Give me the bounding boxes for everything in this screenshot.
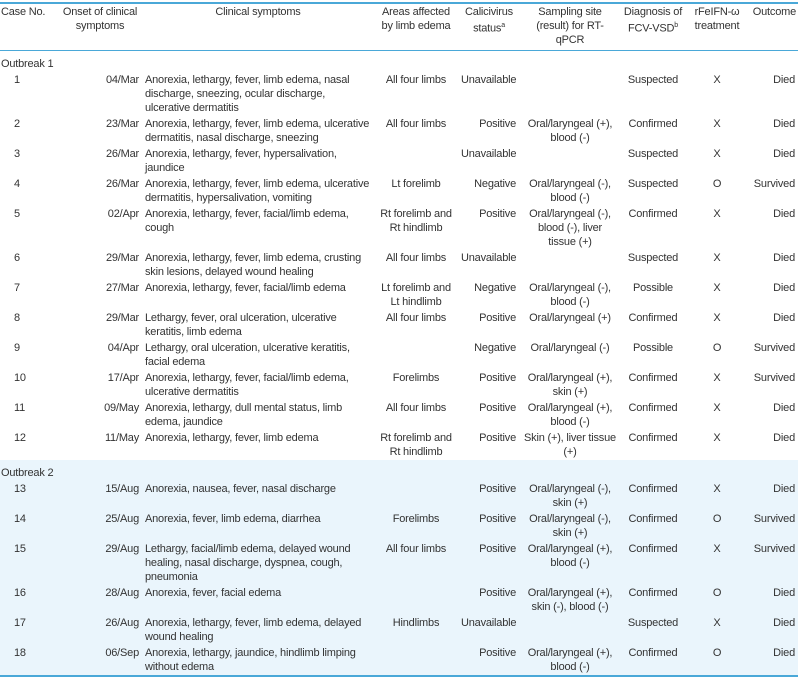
cell-areas: All four limbs [385,312,447,324]
cell-outcome: Survived [753,178,795,190]
cell-case: 4 [14,178,20,190]
cell-onset: 06/Sep [58,645,142,676]
header-calici-text: Calicivirus status [465,6,513,35]
cell-treatment: X [713,282,721,294]
cell-areas: All four limbs [385,118,447,130]
cell-case: 1 [14,74,20,86]
cell-sampling: Skin (+), liver tissue (+) [524,432,616,458]
case-table [0,2,798,677]
cell-diagnosis: Confirmed [620,585,686,615]
cell-case: 7 [14,282,20,294]
table-row [0,430,798,460]
header-symptoms: Clinical symptoms [142,3,374,51]
cell-treatment: X [713,252,721,264]
cell-calici: Positive [479,402,516,414]
cell-calici: Positive [479,372,516,384]
cell-case: 5 [14,208,20,220]
cell-outcome: Survived [748,511,798,541]
cell-calici: Positive [479,312,516,324]
cell-diagnosis: Suspected [627,178,679,190]
header-diagnosis [620,3,686,51]
cell-sampling: Oral/laryngeal (-), blood (-) [529,282,611,308]
group-label: Outbreak 2 [0,460,798,481]
cell-diagnosis: Possible [633,342,673,354]
cell-symptoms: Anorexia, lethargy, fever, facial/limb edema [145,282,346,294]
cell-symptoms: Anorexia, lethargy, dull mental status, limb edema, jaundice [145,402,343,428]
table-row [0,72,798,116]
cell-symptoms: Anorexia, lethargy, fever, facial/limb edema, ulcerative dermatitis [145,372,349,398]
cell-calici: Positive [479,208,516,220]
table-row [0,310,798,340]
cell-symptoms: Anorexia, lethargy, fever, limb edema, ulcerative dermatitis, hypersalivation, vomiting [145,178,370,204]
cell-sampling: Oral/laryngeal (-), skin (+) [520,511,620,541]
cell-symptoms: Anorexia, fever, limb edema, diarrhea [142,511,374,541]
cell-areas: All four limbs [385,402,447,414]
cell-sampling: Oral/laryngeal (+), skin (-), blood (-) [520,585,620,615]
cell-areas: All four limbs [374,541,458,585]
cell-symptoms: Anorexia, lethargy, fever, limb edema, delayed wound healing [142,615,374,645]
cell-calici: Positive [458,541,520,585]
cell-sampling: Oral/laryngeal (-), blood (-) [529,178,611,204]
table-row [0,116,798,146]
cell-case: 2 [14,118,20,130]
header-calici [458,3,520,51]
cell-diagnosis: Suspected [627,148,679,160]
cell-outcome: Died [748,585,798,615]
cell-treatment: X [686,481,748,511]
cell-case: 12 [14,432,26,444]
cell-case: 13 [0,481,58,511]
cell-onset: 04/Apr [107,342,139,354]
cell-diagnosis: Suspected [620,615,686,645]
footnote-b: b [674,22,678,29]
cell-areas: Forelimbs [374,511,458,541]
cell-diagnosis: Confirmed [628,402,678,414]
cell-outcome: Died [773,402,795,414]
cell-outcome: Died [773,252,795,264]
cell-diagnosis: Confirmed [628,432,678,444]
cell-symptoms: Anorexia, lethargy, fever, limb edema, crusting skin lesions, delayed wound healing [145,252,362,278]
table-row [0,370,798,400]
cell-symptoms: Anorexia, lethargy, fever, facial/limb edema, cough [145,208,349,234]
cell-case: 17 [0,615,58,645]
cell-case: 3 [14,148,20,160]
cell-calici: Unavailable [461,74,517,86]
cell-onset: 25/Aug [58,511,142,541]
cell-diagnosis: Possible [633,282,673,294]
header-areas: Areas affected by limb edema [374,3,458,51]
cell-areas: Rt forelimb and Rt hindlimb [380,208,452,234]
table-row [0,146,798,176]
cell-outcome: Died [773,312,795,324]
cell-outcome: Died [748,615,798,645]
cell-areas: Lt forelimb [391,178,441,190]
header-case: Case No. [0,3,58,51]
cell-treatment: X [713,432,721,444]
header-diagnosis-text: Diagnosis of FCV-VSD [623,6,683,35]
cell-sampling [520,250,620,280]
cell-case: 18 [0,645,58,676]
cell-diagnosis: Confirmed [620,511,686,541]
cell-onset: 27/Mar [105,282,139,294]
cell-calici: Positive [479,118,516,130]
cell-onset: 29/Mar [105,252,139,264]
cell-treatment: O [712,178,722,190]
cell-calici: Unavailable [461,148,517,160]
cell-areas: Forelimbs [392,372,440,384]
cell-onset: 26/Aug [58,615,142,645]
cell-symptoms: Anorexia, nausea, fever, nasal discharge [142,481,374,511]
cell-onset: 26/Mar [105,178,139,190]
cell-case: 15 [0,541,58,585]
cell-case: 16 [0,585,58,615]
cell-diagnosis: Confirmed [620,541,686,585]
cell-onset: 02/Apr [107,208,139,220]
cell-sampling [520,146,620,176]
cell-onset: 29/Mar [105,312,139,324]
table-row [0,176,798,206]
table-row [0,280,798,310]
cell-sampling: Oral/laryngeal (-) [530,342,610,354]
cell-symptoms: Lethargy, fever, oral ulceration, ulcerative keratitis, limb edema [145,312,337,338]
header-treatment: rFeIFN-ω treatment [686,3,748,51]
cell-treatment: X [713,372,721,384]
cell-treatment: O [686,585,748,615]
cell-symptoms: Anorexia, lethargy, jaundice, hindlimb limping without edema [142,645,374,676]
cell-diagnosis: Suspected [627,74,679,86]
cell-outcome: Died [748,481,798,511]
table-row [0,511,798,541]
cell-areas: Rt forelimb and Rt hindlimb [380,432,452,458]
cell-treatment: X [713,208,721,220]
cell-areas [374,146,458,176]
cell-sampling: Oral/laryngeal (+), blood (-) [527,118,613,144]
cell-areas: All four limbs [385,74,447,86]
cell-areas [374,340,458,370]
cell-areas: Lt forelimb and Lt hindlimb [381,282,451,308]
cell-areas [374,481,458,511]
cell-case: 14 [0,511,58,541]
table-row [0,250,798,280]
cell-diagnosis: Confirmed [620,645,686,676]
cell-sampling: Oral/laryngeal (+) [529,312,611,324]
cell-treatment: X [713,74,721,86]
cell-sampling: Oral/laryngeal (-), skin (+) [520,481,620,511]
cell-calici: Negative [474,178,516,190]
cell-sampling [520,615,620,645]
cell-sampling [520,72,620,116]
cell-treatment: X [713,118,721,130]
cell-outcome: Died [773,74,795,86]
cell-case: 9 [14,342,20,354]
cell-outcome: Died [773,148,795,160]
cell-treatment: O [686,645,748,676]
cell-sampling: Oral/laryngeal (-), blood (-), liver tissue (+) [529,208,611,248]
table-row [0,340,798,370]
cell-outcome: Died [773,432,795,444]
cell-sampling: Oral/laryngeal (+), blood (-) [527,402,613,428]
cell-treatment: X [686,541,748,585]
cell-calici: Positive [458,585,520,615]
cell-case: 8 [14,312,20,324]
cell-calici: Unavailable [461,252,517,264]
cell-calici: Positive [458,511,520,541]
cell-areas [374,645,458,676]
cell-symptoms: Anorexia, fever, facial edema [142,585,374,615]
header-outcome: Outcome [748,3,798,51]
cell-case: 6 [14,252,20,264]
cell-diagnosis: Confirmed [628,312,678,324]
cell-diagnosis: Confirmed [628,118,678,130]
cell-onset: 11/May [104,432,139,444]
table-row [0,481,798,511]
cell-symptoms: Lethargy, facial/limb edema, delayed wound healing, nasal discharge, dyspnea, cough, pneumonia [142,541,374,585]
cell-symptoms: Anorexia, lethargy, fever, hypersalivation, jaundice [145,148,337,174]
cell-outcome: Died [773,208,795,220]
table-row [0,400,798,430]
cell-case: 10 [14,372,26,384]
table-row [0,645,798,676]
cell-outcome: Died [773,118,795,130]
group-row [0,51,798,73]
cell-calici: Positive [479,432,516,444]
cell-onset: 23/Mar [105,118,139,130]
cell-calici: Unavailable [458,615,520,645]
cell-treatment: X [713,312,721,324]
group-row [0,460,798,481]
footnote-a: a [501,22,505,29]
header-sampling: Sampling site (result) for RT-qPCR [520,3,620,51]
cell-diagnosis: Confirmed [628,372,678,384]
cell-symptoms: Anorexia, lethargy, fever, limb edema, ulcerative dermatitis, nasal discharge, sneezing [145,118,370,144]
cell-treatment: X [713,402,721,414]
cell-sampling: Oral/laryngeal (+), blood (-) [520,645,620,676]
cell-treatment: O [712,342,722,354]
cell-calici: Negative [474,342,516,354]
cell-outcome: Survived [753,342,795,354]
cell-calici: Positive [458,481,520,511]
cell-diagnosis: Confirmed [620,481,686,511]
table-row [0,585,798,615]
cell-onset: 28/Aug [58,585,142,615]
cell-outcome: Died [748,645,798,676]
cell-calici: Negative [474,282,516,294]
cell-onset: 26/Mar [105,148,139,160]
cell-sampling: Oral/laryngeal (+), blood (-) [520,541,620,585]
cell-treatment: X [686,615,748,645]
cell-areas: Hindlimbs [374,615,458,645]
cell-areas [374,585,458,615]
cell-symptoms: Anorexia, lethargy, fever, limb edema, nasal discharge, sneezing, ocular discharge, ulcerative dermatitis [145,74,350,114]
cell-onset: 09/May [104,402,139,414]
cell-case: 11 [14,402,26,414]
cell-calici: Positive [458,645,520,676]
table-row [0,615,798,645]
cell-treatment: X [713,148,721,160]
table-row [0,541,798,585]
cell-symptoms: Anorexia, lethargy, fever, limb edema [145,432,319,444]
cell-onset: 29/Aug [58,541,142,585]
cell-treatment: O [686,511,748,541]
cell-outcome: Survived [753,372,795,384]
header-row [0,3,798,51]
table-row [0,206,798,250]
cell-outcome: Died [773,282,795,294]
cell-onset: 17/Apr [107,372,139,384]
header-onset: Onset of clinical symptoms [58,3,142,51]
cell-diagnosis: Suspected [627,252,679,264]
cell-sampling: Oral/laryngeal (+), skin (+) [527,372,613,398]
group-label: Outbreak 1 [1,58,54,70]
cell-outcome: Survived [748,541,798,585]
cell-symptoms: Lethargy, oral ulceration, ulcerative keratitis, facial edema [145,342,350,368]
cell-diagnosis: Confirmed [628,208,678,220]
cell-onset: 04/Mar [105,74,139,86]
cell-areas: All four limbs [385,252,447,264]
cell-onset: 15/Aug [58,481,142,511]
